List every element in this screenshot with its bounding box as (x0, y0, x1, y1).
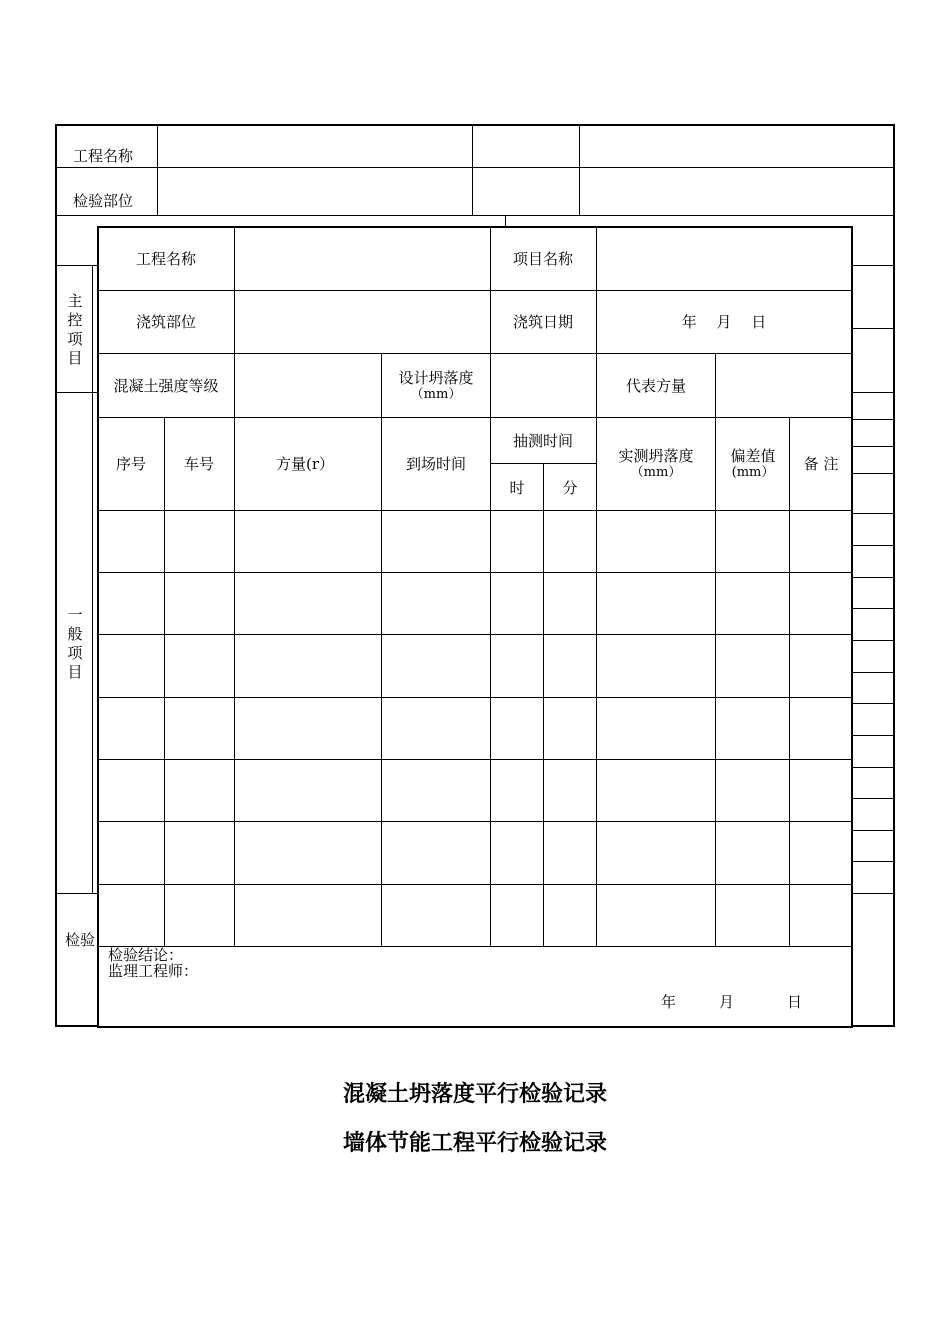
pour-date-field[interactable]: 年 月 日 (681, 313, 767, 331)
design-slump-label: 设计坍落度 (398, 369, 474, 387)
concrete-strength-field[interactable] (236, 355, 380, 416)
project-name-label: 工程名称 (135, 250, 197, 268)
item-name-field[interactable] (598, 229, 850, 289)
design-slump-field[interactable] (492, 355, 595, 416)
back-inspection-part-label: 检验部位 (73, 192, 134, 210)
column-sampling: 抽测时间 (512, 432, 574, 450)
column-measured-slump-unit: （mm） (630, 465, 682, 480)
pour-part-field[interactable] (236, 292, 489, 352)
project-name-field[interactable] (236, 229, 489, 289)
represent-volume-label: 代表方量 (625, 377, 687, 395)
column-measured-slump: 实测坍落度 (618, 447, 694, 465)
page-title-wall-insulation: 墙体节能工程平行检验记录 (342, 1131, 607, 1156)
column-minute: 分 (562, 479, 578, 497)
item-name-label: 项目名称 (512, 250, 574, 268)
back-inspection-label: 检验 (65, 931, 96, 949)
design-slump-unit: （mm） (410, 387, 462, 402)
sign-month: 月 (719, 993, 735, 1011)
column-hour: 时 (509, 479, 525, 497)
supervisor-label: 监理工程师： (108, 962, 199, 980)
conclusion-label: 检验结论： (108, 946, 184, 964)
main-control-label: 主控项目 (67, 292, 83, 367)
column-deviation: 偏差值 (730, 447, 776, 465)
column-car: 车号 (183, 455, 215, 473)
column-quantity: 方量(r） (275, 455, 335, 473)
represent-volume-field[interactable] (717, 355, 850, 416)
column-arrival: 到场时间 (405, 455, 467, 473)
page-title-slump: 混凝土坍落度平行检验记录 (342, 1082, 607, 1107)
back-project-name-label: 工程名称 (73, 147, 134, 165)
column-deviation-unit: (mm） (731, 465, 775, 480)
sign-day: 日 (787, 993, 803, 1011)
general-items-label: 一般项目 (67, 606, 83, 681)
column-seq: 序号 (115, 455, 147, 473)
pour-date-label: 浇筑日期 (512, 313, 574, 331)
pour-part-label: 浇筑部位 (135, 313, 197, 331)
sign-year: 年 (661, 993, 677, 1011)
column-remark: 备 注 (803, 455, 839, 473)
concrete-strength-label: 混凝土强度等级 (113, 377, 219, 395)
